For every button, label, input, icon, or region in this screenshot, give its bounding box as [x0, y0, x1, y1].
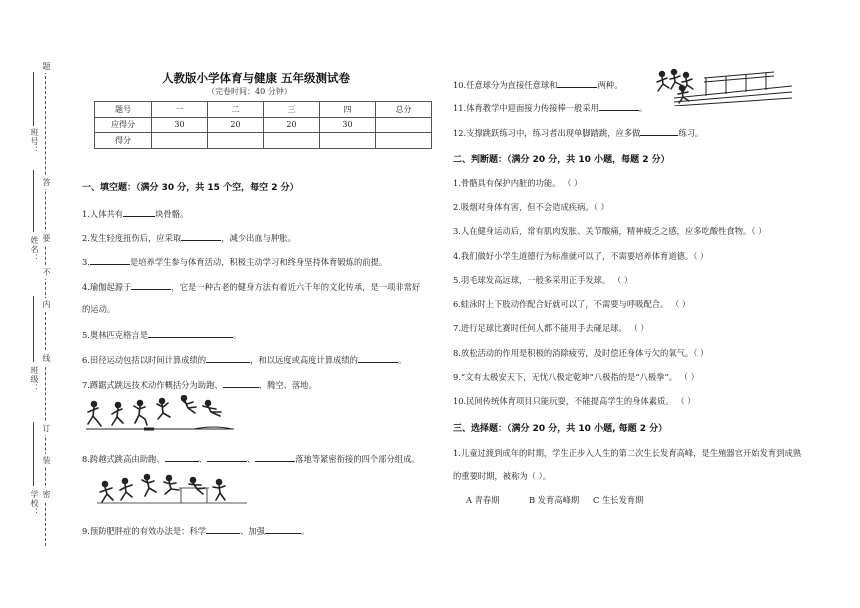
answer-blank[interactable]	[148, 328, 233, 338]
table-row	[95, 102, 432, 118]
question-4	[82, 280, 420, 293]
question-text: ，减少出血与肿胀。	[221, 233, 296, 243]
table-cell: 30	[320, 117, 376, 133]
table-cell: 得分	[95, 133, 152, 149]
question-text: 4.瑜伽起源于	[82, 282, 132, 292]
table-header-cell: 总分	[376, 102, 432, 118]
question-text: 、加强	[240, 526, 265, 536]
question-text: 、	[246, 454, 256, 464]
hurdle-race-figure	[654, 66, 792, 106]
question-text: 11.体育教学中迎面接力传接棒一般采用	[453, 103, 599, 113]
question-text: 10.任意球分为直接任意球和	[453, 80, 558, 90]
table-row	[95, 117, 432, 133]
field-line	[33, 296, 34, 362]
table-cell: 应得分	[95, 117, 152, 133]
seal-char: 线	[42, 354, 51, 363]
judgment-item[interactable]: 3.人在健身运动后，常有肌肉发胀、关节酸痛，精神疲乏之感，应多吃酸性食物。（ ）	[453, 226, 767, 236]
question-text: 3.	[82, 257, 90, 267]
field-label-class: 班级：	[30, 366, 39, 393]
seal-char: 要	[42, 234, 51, 243]
table-cell[interactable]	[264, 133, 320, 149]
seal-char: 密	[42, 490, 51, 499]
answer-blank[interactable]	[181, 231, 221, 241]
judgment-item[interactable]: 9.“文有太极安天下，无忧八极定乾坤”八极指的是“八极拳”。 （ ）	[453, 372, 699, 382]
exam-title: 人教版小学体育与健康 五年级测试卷	[162, 71, 351, 85]
judgment-item[interactable]: 7.进行足球比赛时任何人都不能用手去碰足球。 （ ）	[453, 323, 649, 333]
seal-char: 内	[42, 300, 51, 309]
high-jump-sequence-figure	[97, 470, 247, 508]
question-12	[453, 126, 703, 139]
question-10	[453, 78, 622, 91]
question-7	[82, 378, 317, 391]
seal-char: 答	[42, 178, 51, 187]
judgment-item[interactable]: 2.吸烟对身体有害，但不会造成疾病。（ ）	[453, 202, 609, 212]
question-text: 8.跨越式跳高由助跑、	[82, 454, 165, 464]
score-table	[94, 101, 432, 149]
table-header-cell: 三	[264, 102, 320, 118]
judgment-item[interactable]: 8.放松活动的作用是积极的消除疲劳，及时偿还身体亏欠的氧气。（ ）	[453, 348, 709, 358]
question-text: 6.田径运动包括以时间计算成绩的	[82, 355, 207, 365]
question-2	[82, 231, 296, 244]
question-9	[82, 524, 309, 537]
section-heading-multiple-choice: 三、选择题：（满分 20 分，共 10 小题, 每题 2 分）	[453, 424, 668, 434]
question-text: 落地等紧密衔接的四个部分组成。	[295, 454, 420, 464]
judgment-item[interactable]: 4.我们做好小学生道德行为标准就可以了，不需要培养体育道德。（ ）	[453, 251, 709, 261]
section-heading-fill-blank: 一、填空题：（满分 30 分，共 15 个空，每空 2 分）	[82, 183, 299, 193]
exam-duration: （完卷时间：40 分钟）	[207, 87, 292, 96]
table-cell[interactable]	[376, 133, 432, 149]
answer-blank[interactable]	[207, 452, 247, 462]
table-cell: 30	[152, 117, 208, 133]
question-3	[82, 255, 387, 268]
judgment-item[interactable]: 6.蛙泳时上下肢动作配合好就可以了，不需要与呼吸配合。 （ ）	[453, 299, 691, 309]
answer-blank[interactable]	[131, 280, 171, 290]
answer-blank[interactable]	[206, 524, 240, 534]
answer-blank[interactable]	[255, 452, 295, 462]
table-header-cell: 一	[152, 102, 208, 118]
question-text: 1.人体共有	[82, 209, 124, 219]
answer-blank[interactable]	[640, 126, 678, 136]
question-text: 、腾空、落地。	[258, 380, 317, 390]
choice-question-line: 的重要时期，被称为（ ）。	[453, 471, 552, 481]
question-1	[82, 207, 188, 220]
question-text: 练习。	[678, 128, 704, 138]
answer-blank[interactable]	[223, 378, 259, 388]
question-text: 。	[397, 355, 407, 365]
seal-char: 不	[42, 268, 51, 277]
answer-blank[interactable]	[206, 353, 250, 363]
question-text: 2.发生轻度扭伤后，应采取	[82, 233, 182, 243]
question-text: 7.蹲踞式跳远技术动作概括分为助跑、	[82, 380, 223, 390]
seal-char: 订	[42, 424, 51, 433]
question-text: 是培养学生参与体育活动，积极主动学习和终身坚持体育锻炼的前提。	[129, 257, 388, 267]
choice-question-line: 1.儿童过渡到成年的时期，学生正步入人生的第二次生长发育高峰，是生殖器官开始发育到成熟	[453, 448, 802, 458]
table-row	[95, 133, 432, 149]
question-text: ，它是一种古老的健身方法有着近六千年的文化传承，是一项非常好	[171, 282, 421, 292]
judgment-item[interactable]: 1.骨骼具有保护内脏的功能。 （ ）	[453, 178, 583, 188]
field-line	[33, 170, 34, 232]
table-header-cell: 四	[320, 102, 376, 118]
answer-blank[interactable]	[599, 101, 639, 111]
table-cell[interactable]	[320, 133, 376, 149]
field-line	[33, 422, 34, 486]
question-text: 。	[638, 103, 648, 113]
seal-char: 题	[42, 62, 51, 71]
choice-option-c[interactable]: C 生长发育期	[593, 495, 644, 505]
table-cell[interactable]	[376, 117, 432, 133]
choice-option-a[interactable]: A 青春期	[466, 495, 500, 505]
answer-blank[interactable]	[265, 524, 301, 534]
table-cell[interactable]	[152, 133, 208, 149]
seal-char: 装	[42, 456, 51, 465]
question-text: 、	[198, 454, 207, 464]
question-text: 。	[300, 526, 310, 536]
table-cell[interactable]	[208, 133, 264, 149]
question-text: 5.奥林匹克格言是	[82, 330, 148, 340]
section-heading-true-false: 二、判断题：（满分 20 分，共 10 小题，每题 2 分）	[453, 155, 670, 165]
answer-blank[interactable]	[557, 78, 597, 88]
question-8	[82, 452, 420, 465]
answer-blank[interactable]	[358, 353, 398, 363]
field-line	[33, 72, 34, 126]
question-text: 两种。	[597, 80, 623, 90]
table-cell: 20	[264, 117, 320, 133]
question-text: 。	[233, 330, 242, 340]
table-header-cell: 题号	[95, 102, 152, 118]
field-label-number: 班号：	[30, 128, 39, 155]
question-text: 12.支撑跳跃练习中，练习者出现单脚踏跳，应多做	[453, 128, 641, 138]
choice-option-b[interactable]: B 发育高峰期	[529, 495, 580, 505]
question-4-continued: 的运动。	[82, 304, 116, 314]
table-header-cell: 二	[208, 102, 264, 118]
question-text: 块骨骼。	[155, 209, 189, 219]
question-6	[82, 353, 406, 366]
table-cell: 20	[208, 117, 264, 133]
long-jump-sequence-figure	[84, 395, 234, 435]
question-text: 9.预防肥胖症的有效办法是：科学	[82, 526, 207, 536]
judgment-item[interactable]: 5.羽毛球发高远球，一般多采用正手发球。 （ ）	[453, 275, 633, 285]
question-5	[82, 328, 241, 341]
question-11	[453, 101, 647, 114]
judgment-item[interactable]: 10.民间传统体育项目只能玩耍，不能提高学生的身体素质。 （ ）	[453, 396, 696, 406]
field-label-name: 姓名：	[30, 236, 39, 263]
answer-blank[interactable]	[123, 207, 155, 217]
answer-blank[interactable]	[90, 255, 130, 265]
binding-margin	[0, 0, 72, 608]
answer-blank[interactable]	[165, 452, 199, 462]
field-label-school: 学校：	[30, 490, 39, 517]
question-text: ，和以远度或高度计算成绩的	[250, 355, 358, 365]
